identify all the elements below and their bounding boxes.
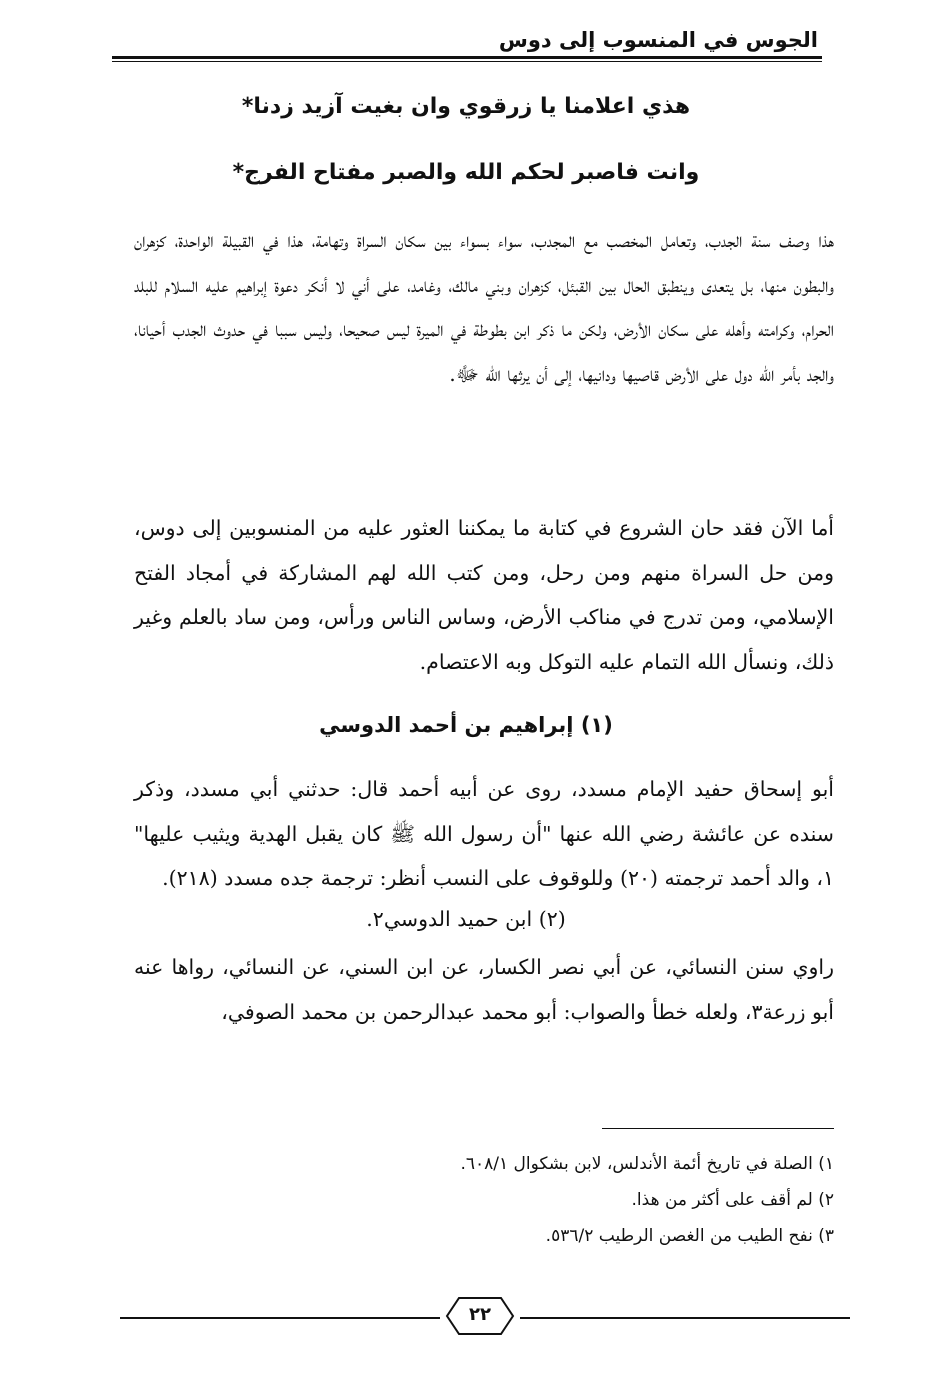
footnote-1: ١) الصلة في تاريخ أئمة الأندلس، لابن بشكوال ٦٠٨/١. [460, 1154, 834, 1174]
footnote-3: ٣) نفح الطيب من الغصن الرطيب ٥٣٦/٢. [545, 1226, 834, 1246]
poem-verse-1: هذي اعلامنا يا زرقوي وان بغيت آزيد زدنا* [241, 94, 691, 119]
paragraph-entry-ibn-humaid: راوي سنن النسائي، عن أبي نصر الكسار، عن ابن السني، عن النسائي، رواها عنه أبو زرعة٣، ولعله خطأ والصواب: أبو محمد عبدالرحمن بن محمد الصوفي، [134, 955, 834, 1024]
footnote-2: ٢) لم أقف على أكثر من هذا. [631, 1190, 834, 1210]
header-rule-thick [112, 56, 822, 59]
page-number-badge [445, 1296, 515, 1336]
footnote-separator [602, 1128, 834, 1129]
footnotes [114, 1146, 834, 1254]
entry-heading-ibn-humaid: (٢) ابن حميد الدوسي٢. [366, 907, 566, 931]
running-header-title: الجوس في المنسوب إلى دوس [498, 28, 818, 52]
entry-heading-ibrahim: (١) إبراهيم بن أحمد الدوسي [319, 713, 613, 737]
header-rule-thin [112, 61, 822, 62]
paragraph-introduction: أما الآن فقد حان الشروع في كتابة ما يمكننا العثور عليه من المنسوبين إلى دوس، ومن حل السراة منهم ومن رحل، ومن كتب الله لهم المشاركة في أمجاد الفتح الإسلامي، ومن تدرج في مناكب الأرض، وساس الناس ورأس، ومن ساد بالعلم وغير ذلك، ونسأل الله التمام عليه التوكل وبه الاعتصام. [134, 516, 834, 674]
page-number: ٢٢ [469, 1304, 491, 1325]
paragraph-drought: هذا وصف سنة الجدب، وتعامل المخصب مع المجدب، سواء بسواء بين سكان السراة وتهامة، هذا في القبيلة الواحدة، كزهران والبطون منها، بل يتعدى وينطبق الحال بين القبئل، كزهران وبني مالك، وغامد، على أني لا أنكر دعوة إبراهيم عليه السلام للبلد الحرام، وكرامته وأهله على سكان الأرض، ولكن ما ذكر ابن بطوطة في الميرة ليس صحيحا، وليس سببا في حدوث الجدب أحيانا، والجد بأمر الله دول على الأرض قاصيها ودانيها، إلى أن يرثها الله ﷻ. [134, 228, 834, 386]
page-footer [120, 1296, 850, 1340]
footer-rule-right [520, 1317, 850, 1319]
paragraph-entry-ibrahim: أبو إسحاق حفيد الإمام مسدد، روى عن أبيه أحمد قال: حدثني أبي مسدد، وذكر سنده عن عائشة رضي الله عنها "أن رسول الله ﷺ كان يقبل الهدية ويثيب عليها" ١، والد أحمد ترجمته (٢٠) وللوقوف على النسب أنظر: ترجمة جده مسدد (٢١٨). [134, 777, 834, 890]
footer-rule-left [120, 1317, 440, 1319]
running-header [112, 28, 822, 62]
poem-verse-2: وانت فاصبر لحكم الله والصبر مفتاح الفرج* [232, 160, 700, 185]
